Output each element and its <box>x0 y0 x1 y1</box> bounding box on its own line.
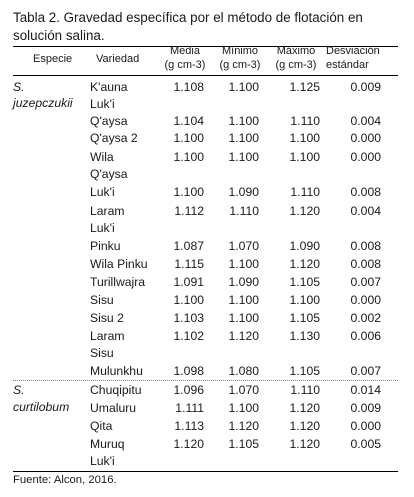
dev-cell: 0.004 <box>350 204 381 218</box>
max-cell: 1.105 <box>289 311 320 325</box>
dev-cell: 0.008 <box>350 257 381 271</box>
max-cell: 1.120 <box>289 419 320 433</box>
media-cell: 1.115 <box>174 257 204 271</box>
header-min-unit: (g cm-3) <box>219 59 261 71</box>
max-cell: 1.120 <box>289 401 320 415</box>
variety-cell: Q'aysa <box>90 167 128 181</box>
variety-cell: Luk'i <box>90 97 115 111</box>
max-cell: 1.110 <box>290 114 320 128</box>
dev-cell: 0.002 <box>350 311 381 325</box>
species-name: S. <box>13 383 25 397</box>
max-cell: 1.100 <box>289 293 320 307</box>
media-cell: 1.111 <box>175 401 204 415</box>
max-cell: 1.105 <box>289 364 320 378</box>
variety-cell: Chuqipitu <box>90 383 142 397</box>
header-max-unit: (g cm-3) <box>275 59 317 71</box>
min-cell: 1.070 <box>228 383 259 397</box>
dev-cell: 0.000 <box>350 419 381 433</box>
min-cell: 1.105 <box>228 437 259 451</box>
min-cell: 1.090 <box>228 275 259 289</box>
variety-cell: Umaluru <box>90 401 137 415</box>
variety-cell: Laram <box>90 204 125 218</box>
dev-cell: 0.007 <box>350 275 381 289</box>
max-cell: 1.110 <box>290 383 320 397</box>
media-cell: 1.098 <box>173 364 204 378</box>
max-cell: 1.110 <box>290 185 320 199</box>
header-media: Media <box>170 45 200 57</box>
species-name: juzepczukii <box>13 96 73 110</box>
max-cell: 1.100 <box>289 131 320 145</box>
min-cell: 1.100 <box>228 80 259 94</box>
variety-cell: Turillwajra <box>90 275 146 289</box>
media-cell: 1.096 <box>173 383 204 397</box>
dev-cell: 0.000 <box>350 293 381 307</box>
media-cell: 1.100 <box>173 150 204 164</box>
max-cell: 1.100 <box>289 150 320 164</box>
variety-cell: Sisu 2 <box>90 311 124 325</box>
group-divider <box>13 380 398 381</box>
header-deviation-2: estándar <box>326 59 369 71</box>
table-header-rule <box>13 75 398 76</box>
variety-cell: Q'aysa <box>90 114 128 128</box>
media-cell: 1.104 <box>173 114 204 128</box>
media-cell: 1.100 <box>173 131 204 145</box>
media-cell: 1.091 <box>173 275 204 289</box>
header-deviation: Desviación <box>326 45 380 57</box>
header-media-unit: (g cm-3) <box>164 59 206 71</box>
dev-cell: 0.000 <box>350 150 381 164</box>
variety-cell: K'auna <box>90 80 128 94</box>
min-cell: 1.120 <box>228 419 259 433</box>
media-cell: 1.100 <box>173 185 204 199</box>
media-cell: 1.102 <box>173 329 204 343</box>
dev-cell: 0.000 <box>350 131 381 145</box>
dev-cell: 0.007 <box>350 364 381 378</box>
table-bottom-rule <box>13 471 398 472</box>
dev-cell: 0.009 <box>350 401 381 415</box>
variety-cell: Pinku <box>90 239 121 253</box>
variety-cell: Luk'i <box>90 454 115 468</box>
header-species: Especie <box>33 53 73 65</box>
media-cell: 1.087 <box>173 239 204 253</box>
media-cell: 1.113 <box>174 419 204 433</box>
variety-cell: Wila Pinku <box>90 257 148 271</box>
min-cell: 1.100 <box>228 150 259 164</box>
variety-cell: Luk'i <box>90 221 115 235</box>
max-cell: 1.090 <box>289 239 320 253</box>
variety-cell: Laram <box>90 329 125 343</box>
min-cell: 1.110 <box>229 204 259 218</box>
table-source: Fuente: Alcon, 2016. <box>13 474 117 486</box>
variety-cell: Sisu <box>90 346 114 360</box>
table-caption: Tabla 2. Gravedad específica por el método de flotación en solución salina. <box>13 10 363 43</box>
variety-cell: Sisu <box>90 293 114 307</box>
dev-cell: 0.005 <box>350 437 381 451</box>
min-cell: 1.080 <box>228 364 259 378</box>
variety-cell: Q'aysa 2 <box>90 131 138 145</box>
min-cell: 1.070 <box>228 239 259 253</box>
species-name: S. <box>13 80 25 94</box>
min-cell: 1.100 <box>228 114 259 128</box>
header-min: Mínimo <box>221 45 259 57</box>
max-cell: 1.125 <box>289 80 320 94</box>
dev-cell: 0.014 <box>350 383 381 397</box>
max-cell: 1.120 <box>289 437 320 451</box>
header-variety: Variedad <box>96 53 140 65</box>
min-cell: 1.100 <box>228 131 259 145</box>
dev-cell: 0.004 <box>350 114 381 128</box>
media-cell: 1.108 <box>173 80 204 94</box>
media-cell: 1.120 <box>173 437 204 451</box>
header-max: Máximo <box>276 45 316 57</box>
min-cell: 1.120 <box>228 329 259 343</box>
max-cell: 1.105 <box>289 275 320 289</box>
media-cell: 1.100 <box>173 293 204 307</box>
media-cell: 1.112 <box>174 204 204 218</box>
dev-cell: 0.009 <box>350 80 381 94</box>
dev-cell: 0.008 <box>350 239 381 253</box>
variety-cell: Luk'i <box>90 185 115 199</box>
variety-cell: Qita <box>90 419 113 433</box>
max-cell: 1.130 <box>289 329 320 343</box>
media-cell: 1.103 <box>173 311 204 325</box>
min-cell: 1.090 <box>228 185 259 199</box>
min-cell: 1.100 <box>228 257 259 271</box>
min-cell: 1.100 <box>228 293 259 307</box>
min-cell: 1.100 <box>228 401 259 415</box>
dev-cell: 0.006 <box>350 329 381 343</box>
max-cell: 1.120 <box>289 257 320 271</box>
variety-cell: Mulunkhu <box>90 364 143 378</box>
max-cell: 1.120 <box>289 204 320 218</box>
min-cell: 1.100 <box>228 311 259 325</box>
variety-cell: Wila <box>90 150 114 164</box>
dev-cell: 0.008 <box>350 185 381 199</box>
variety-cell: Muruq <box>90 437 125 451</box>
species-name: curtilobum <box>13 400 70 414</box>
